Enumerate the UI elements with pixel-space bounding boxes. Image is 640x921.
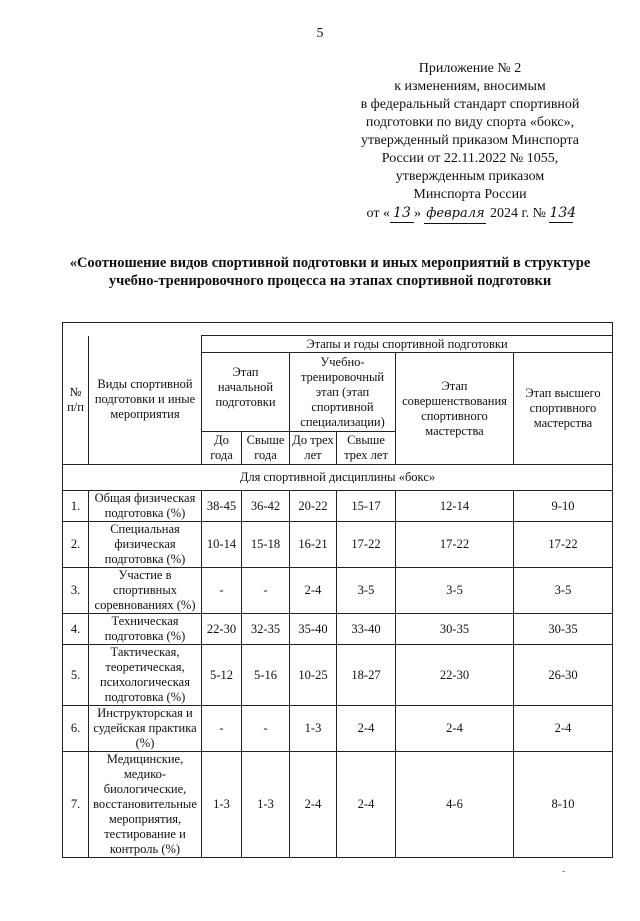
discipline-row [63,465,613,491]
cell-value: 5-16 [242,645,290,706]
header-num: № п/п [63,336,89,465]
row-num: 4. [63,614,89,645]
header-stage-improvement: Этап совершенствования спортивного мастерства [396,353,514,465]
cell-value: 5-12 [202,645,242,706]
cell-value: 10-14 [202,522,242,568]
appendix-block [340,60,600,224]
cell-value: - [242,568,290,614]
cell-value: 15-18 [242,522,290,568]
cell-value: 1-3 [202,752,242,858]
cell-value: 2-4 [337,706,396,752]
date-mid: » [413,206,421,221]
cell-value: 3-5 [337,568,396,614]
cell-value: - [202,706,242,752]
table-row [63,522,613,568]
appendix-line: в федеральный стандарт спортивной [360,97,580,112]
cell-value: 15-17 [337,491,396,522]
header-sub-initial-2: Свыше года [242,432,290,465]
corner-mark: - [562,866,566,877]
row-name: Участие в спортивных соревнованиях (%) [89,568,202,614]
cell-value: 4-6 [396,752,514,858]
cell-value: 36-42 [242,491,290,522]
table-row [63,568,613,614]
cell-value: 1-3 [290,706,337,752]
appendix-line: Приложение № 2 [418,61,522,76]
discipline-label: Для спортивной дисциплины «бокс» [63,465,613,491]
row-name: Тактическая, теоретическая, психологическая подготовка (%) [89,645,202,706]
table-row [63,614,613,645]
handwritten-order-number: 134 [549,205,577,221]
row-name: Общая физическая подготовка (%) [89,491,202,522]
handwritten-month: февраля [424,205,486,224]
appendix-line: утвержденным приказом [395,169,545,184]
cell-value: 16-21 [290,522,337,568]
cell-value: 22-30 [396,645,514,706]
table-row [63,706,613,752]
cell-value: 30-35 [514,614,613,645]
row-num: 3. [63,568,89,614]
row-num: 5. [63,645,89,706]
appendix-line: Минспорта России [413,187,527,202]
cell-value: 10-25 [290,645,337,706]
appendix-line: утвержденный приказом Минспорта [360,133,580,148]
cell-value: 38-45 [202,491,242,522]
table-row [63,491,613,522]
appendix-line: подготовки по виду спорта «бокс», [365,115,575,130]
row-name: Медицинские, медико-биологические, восстановительные мероприятия, тестирование и контроль (%) [89,752,202,858]
cell-value: 2-4 [337,752,396,858]
cell-value: 2-4 [290,568,337,614]
date-prefix: от « [366,206,390,221]
cell-value: 9-10 [514,491,613,522]
cell-value: 2-4 [396,706,514,752]
table-row [63,645,613,706]
cell-value: 30-35 [396,614,514,645]
header-stage-higher: Этап высшего спортивного мастерства [514,353,613,465]
row-name: Инструкторская и судейская практика (%) [89,706,202,752]
date-year: 2024 г. № [489,206,546,221]
table-top-gap [63,323,613,336]
row-num: 1. [63,491,89,522]
row-num: 7. [63,752,89,858]
cell-value: 2-4 [514,706,613,752]
table-row [63,752,613,858]
row-name: Специальная физическая подготовка (%) [89,522,202,568]
document-title: «Соотношение видов спортивной подготовки и иных мероприятий в структуре учебно-тренировочного процесса на этапах спортивной подготовки [69,255,591,289]
header-stages: Этапы и годы спортивной подготовки [202,336,613,353]
header-stage-training: Учебно-тренировочный этап (этап спортивной специализации) [290,353,396,432]
cell-value: 17-22 [396,522,514,568]
training-ratio-table [62,322,613,858]
cell-value: 17-22 [337,522,396,568]
header-stage-initial: Этап начальной подготовки [202,353,290,432]
header-sub-training-1: До трех лет [290,432,337,465]
cell-value: 12-14 [396,491,514,522]
header-sub-training-2: Свыше трех лет [337,432,396,465]
appendix-line: к изменениям, вносимым [394,79,546,94]
cell-value: 18-27 [337,645,396,706]
appendix-line: России от 22.11.2022 № 1055, [381,151,559,166]
cell-value: 3-5 [514,568,613,614]
cell-value: 2-4 [290,752,337,858]
row-num: 6. [63,706,89,752]
order-date-line [340,204,600,224]
cell-value: 1-3 [242,752,290,858]
cell-value: 32-35 [242,614,290,645]
header-kinds: Виды спортивной подготовки и иные мероприятия [89,336,202,465]
cell-value: 26-30 [514,645,613,706]
header-row-1 [63,336,613,353]
cell-value: 20-22 [290,491,337,522]
cell-value: 8-10 [514,752,613,858]
cell-value: 22-30 [202,614,242,645]
handwritten-day: 13 [390,204,414,223]
row-num: 2. [63,522,89,568]
cell-value: 3-5 [396,568,514,614]
cell-value: 17-22 [514,522,613,568]
cell-value: 35-40 [290,614,337,645]
header-sub-initial-1: До года [202,432,242,465]
cell-value: - [202,568,242,614]
cell-value: 33-40 [337,614,396,645]
page-number: 5 [316,26,324,41]
row-name: Техническая подготовка (%) [89,614,202,645]
cell-value: - [242,706,290,752]
